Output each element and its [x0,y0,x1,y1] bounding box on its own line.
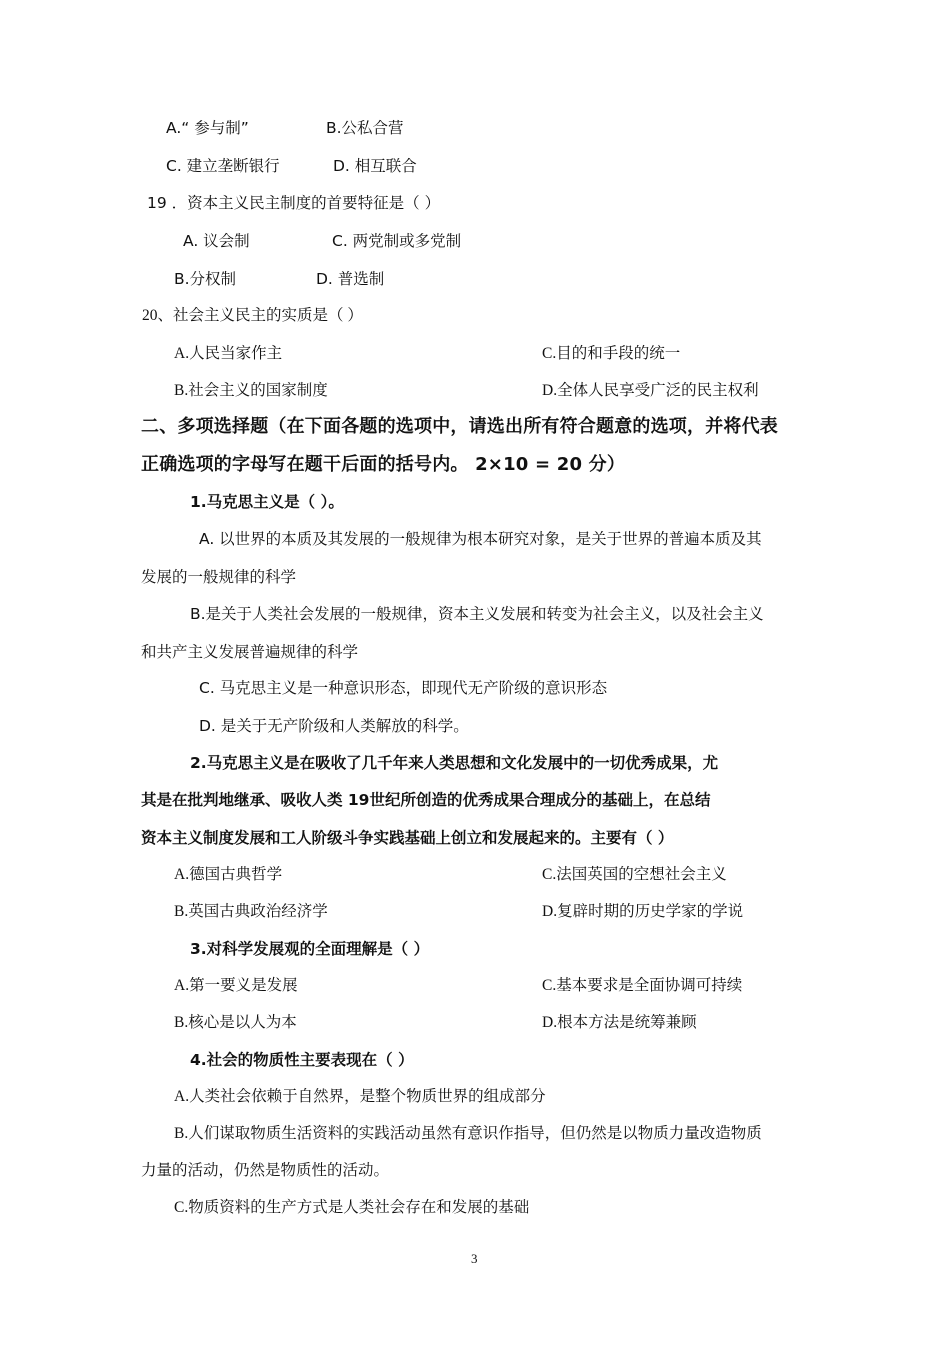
q19-option-c: C. 两党制或多党制 [332,232,462,250]
q19-option-a: A. 议会制 [183,232,250,250]
m3-option-c: C.基本要求是全面协调可持续 [542,977,743,994]
q20-stem: 20、社会主义民主的实质是（ ） [142,307,363,324]
m2-stem-line-3: 资本主义制度发展和工人阶级斗争实践基础上创立和发展起来的。主要有（ ） [141,829,674,847]
m3-option-b: B.核心是以人为本 [174,1014,297,1031]
m2-option-c: C.法国英国的空想社会主义 [542,866,727,883]
q19-option-d: D. 普选制 [316,270,385,288]
m3-option-d: D.根本方法是统筹兼顾 [542,1014,697,1031]
m1-option-d: D. 是关于无产阶级和人类解放的科学。 [199,717,469,735]
m2-stem-line-2: 其是在批判地继承、吸收人类 19世纪所创造的优秀成果合理成分的基础上，在总结 [141,791,711,809]
q18-option-c: C. 建立垄断银行 [166,157,280,175]
m2-option-b: B.英国古典政治经济学 [174,903,328,920]
q18-option-d: D. 相互联合 [333,157,417,175]
q19-stem: 19 ．资本主义民主制度的首要特征是（ ） [147,194,441,212]
m2-option-a: A.德国古典哲学 [174,866,283,883]
q18-option-b: B.公私合营 [326,119,404,137]
q20-option-c: C.目的和手段的统一 [542,345,681,362]
q19-option-b: B.分权制 [174,270,237,288]
m1-stem: 1.马克思主义是（ ）。 [190,493,344,511]
m1-option-c: C. 马克思主义是一种意识形态，即现代无产阶级的意识形态 [199,679,608,697]
m4-option-b-line-2: 力量的活动，仍然是物质性的活动。 [141,1162,390,1179]
m2-option-d: D.复辟时期的历史学家的学说 [542,903,744,920]
m1-option-a-line-1: A. 以世界的本质及其发展的一般规律为根本研究对象，是关于世界的普遍本质及其 [199,530,762,548]
m2-stem-line-1: 2.马克思主义是在吸收了几千年来人类思想和文化发展中的一切优秀成果，尤 [190,754,719,772]
m3-option-a: A.第一要义是发展 [174,977,298,994]
q20-option-a: A.人民当家作主 [174,345,283,362]
m4-option-a: A.人类社会依赖于自然界，是整个物质世界的组成部分 [174,1088,546,1105]
m3-stem: 3.对科学发展观的全面理解是（ ） [190,940,430,958]
m4-option-c: C.物质资料的生产方式是人类社会存在和发展的基础 [174,1199,530,1216]
section-heading-line-2: 正确选项的字母写在题干后面的括号内。 2×10 = 20 分） [141,454,626,475]
q20-option-d: D.全体人民享受广泛的民主权利 [542,382,759,399]
m1-option-b-line-1: B.是关于人类社会发展的一般规律，资本主义发展和转变为社会主义，以及社会主义 [190,605,764,623]
q20-option-b: B.社会主义的国家制度 [174,382,328,399]
page-number: 3 [471,1251,478,1266]
m4-stem: 4.社会的物质性主要表现在（ ） [190,1051,414,1069]
m1-option-a-line-2: 发展的一般规律的科学 [141,568,297,586]
section-heading-line-1: 二、多项选择题（在下面各题的选项中，请选出所有符合题意的选项，并将代表 [141,416,778,437]
m1-option-b-line-2: 和共产主义发展普遍规律的科学 [141,643,359,661]
q18-option-a: A.“ 参与制” [166,119,249,137]
m4-option-b-line-1: B.人们谋取物质生活资料的实践活动虽然有意识作指导，但仍然是以物质力量改造物质 [174,1125,762,1142]
